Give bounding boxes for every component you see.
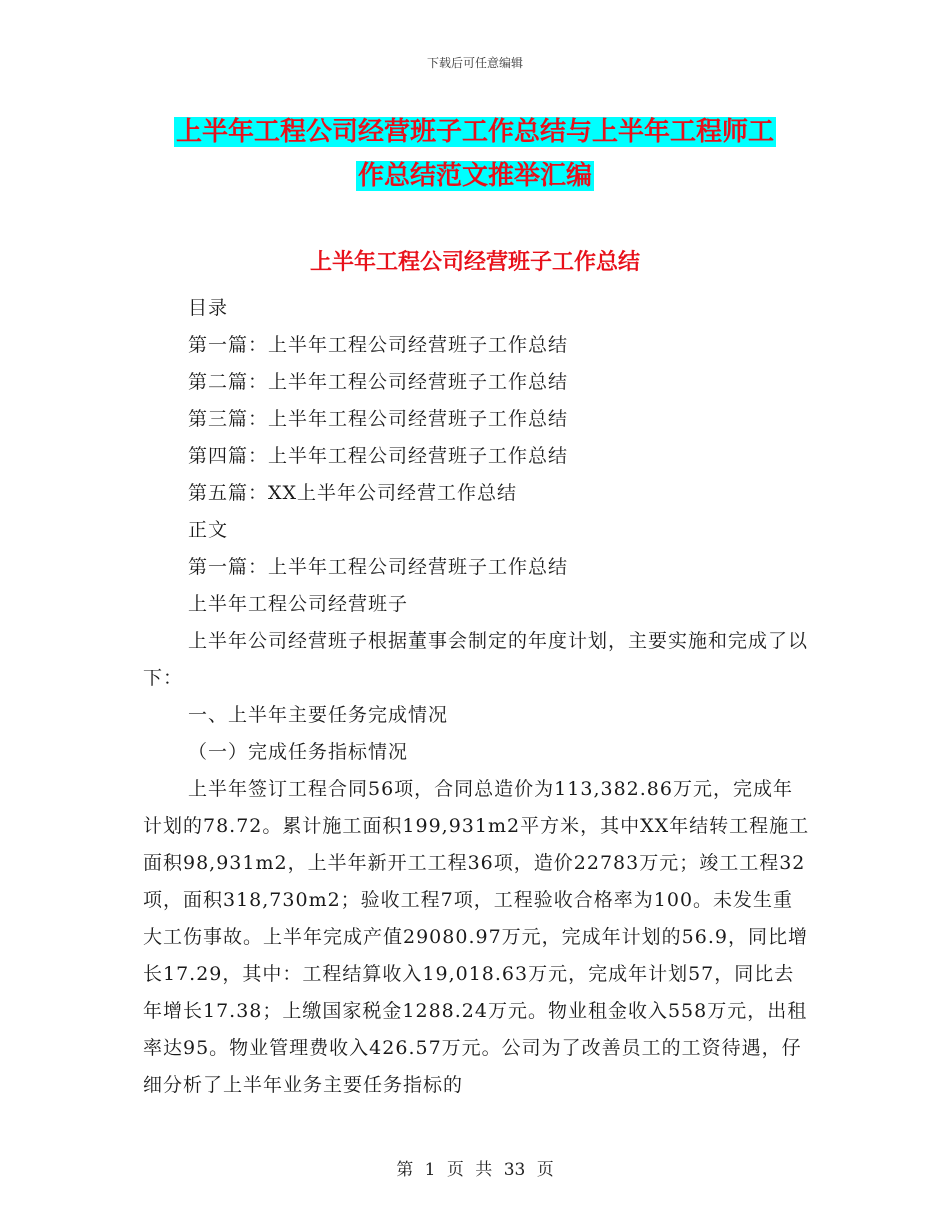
chapter-heading: 第一篇：上半年工程公司经营班子工作总结	[188, 556, 569, 578]
body-paragraph: 上半年签订工程合同56项，合同总造价为113,382.86万元，完成年计划的78.72。累计施工面积199,931m2平方米，其中XX年结转工程施工面积98,931m2，上半年新开工工程36项，造价22783万元；竣工工程32项，面积318,730m2；验收工程7项，工程验收合格率为100。未发生重大工伤事故。上半年完成产值29080.97万元，完成年计划的56.9，同比增长17.29，其中：工程结算收入19,018.63万元，完成年计划57，同比去年增长17.38；上缴国家税金1288.24万元。物业租金收入558万元，出租率达95。物业管理费收入426.57万元。公司为了改善员工的工资待遇，仔细分析了上半年业务主要任务指标的	[143, 778, 810, 1096]
title-line-1: 上半年工程公司经营班子工作总结与上半年工程师工	[175, 117, 774, 147]
page-number-footer: 第 1 页 共 33 页	[396, 1160, 554, 1180]
heading-level-1: 一、上半年主要任务完成情况	[188, 704, 449, 726]
document-body	[143, 290, 811, 1104]
document-title	[0, 110, 950, 198]
toc-item: 第四篇：上半年工程公司经营班子工作总结	[188, 445, 569, 467]
toc-item: 第三篇：上半年工程公司经营班子工作总结	[188, 408, 569, 430]
subject-line: 上半年工程公司经营班子	[188, 593, 409, 615]
body-heading-zhengwen: 正文	[188, 519, 229, 541]
section-title: 上半年工程公司经营班子工作总结	[309, 250, 640, 275]
toc-item: 第五篇：XX上半年公司经营工作总结	[188, 482, 518, 504]
toc-item: 第一篇：上半年工程公司经营班子工作总结	[188, 334, 569, 356]
heading-level-2: （一）完成任务指标情况	[188, 741, 409, 763]
intro-paragraph: 上半年公司经营班子根据董事会制定的年度计划，主要实施和完成了以下：	[143, 630, 809, 689]
title-line-2: 作总结范文推举汇编	[357, 161, 592, 191]
toc-heading: 目录	[188, 297, 229, 319]
header-note: 下载后可任意编辑	[426, 56, 523, 70]
toc-item: 第二篇：上半年工程公司经营班子工作总结	[188, 371, 569, 393]
